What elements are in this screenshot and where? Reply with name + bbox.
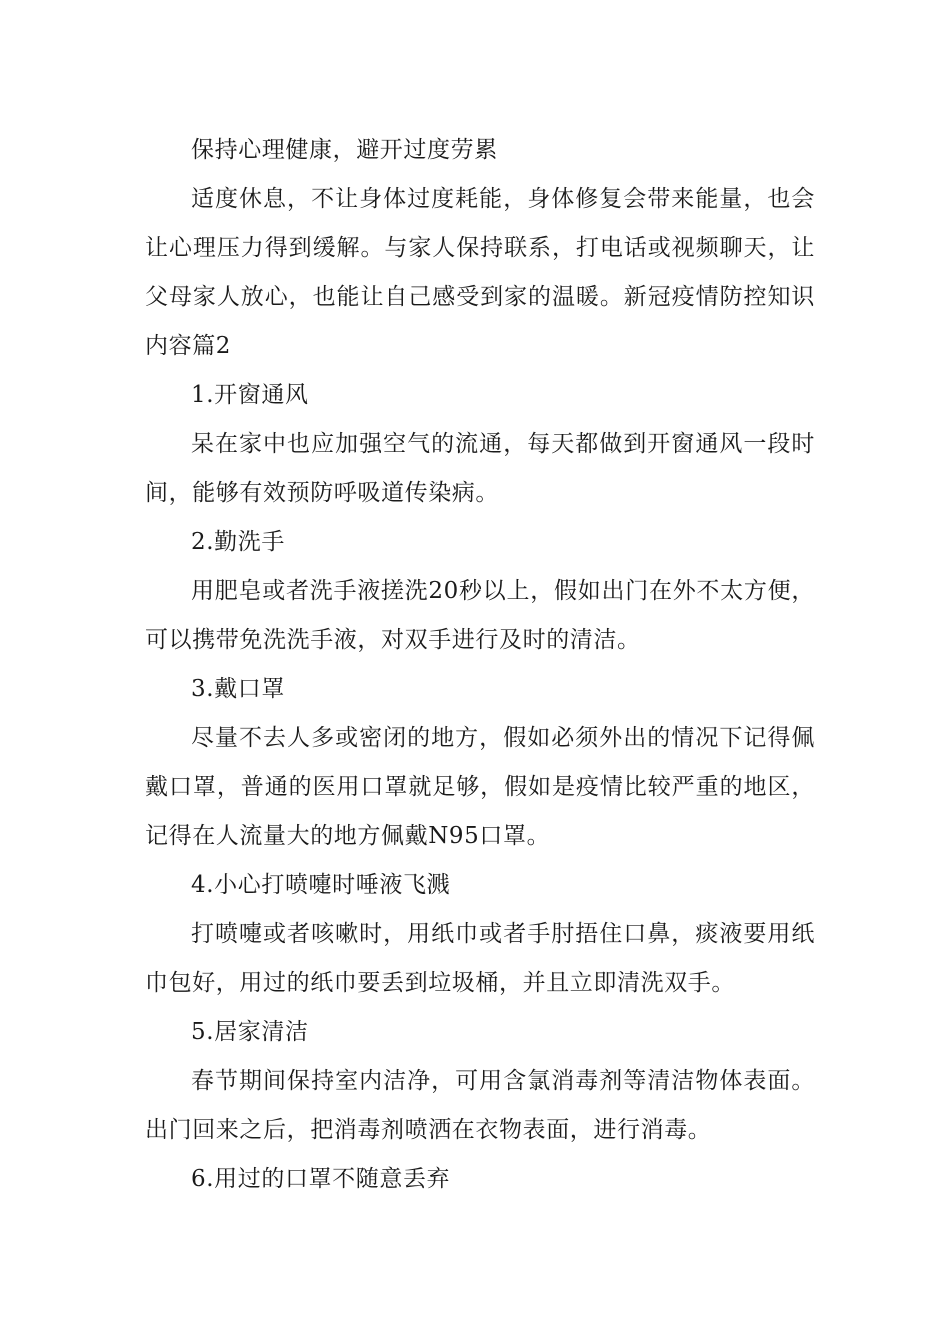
paragraph-ventilation: 呆在家中也应加强空气的流通，每天都做到开窗通风一段时间，能够有效预防呼吸道传染病。 [145,431,815,506]
section-heading-mental-health: 保持心理健康，避开过度劳累 [191,137,498,163]
section-heading-mask: 3.戴口罩 [191,676,285,702]
section-heading-cleaning: 5.居家清洁 [191,1019,309,1045]
paragraph-handwashing: 用肥皂或者洗手液搓洗20秒以上，假如出门在外不太方便，可以携带免洗洗手液，对双手进行及时的清洁。 [145,578,815,653]
section-heading-handwashing: 2.勤洗手 [191,529,285,555]
paragraph-rest: 适度休息，不让身体过度耗能，身体修复会带来能量，也会让心理压力得到缓解。与家人保持联系，打电话或视频聊天，让父母家人放心，也能让自己感受到家的温暖。新冠疫情防控知识内容篇2 [145,186,815,359]
section-heading-used-masks: 6.用过的口罩不随意丢弃 [191,1166,451,1192]
paragraph-cleaning: 春节期间保持室内洁净，可用含氯消毒剂等清洁物体表面。出门回来之后，把消毒剂喷洒在衣物表面，进行消毒。 [145,1068,815,1143]
paragraph-sneeze: 打喷嚏或者咳嗽时，用纸巾或者手肘捂住口鼻，痰液要用纸巾包好，用过的纸巾要丢到垃圾桶，并且立即清洗双手。 [145,921,815,996]
section-heading-sneeze: 4.小心打喷嚏时唾液飞溅 [191,872,451,898]
paragraph-mask: 尽量不去人多或密闭的地方，假如必须外出的情况下记得佩戴口罩，普通的医用口罩就足够，假如是疫情比较严重的地区，记得在人流量大的地方佩戴N95口罩。 [145,725,815,849]
section-heading-ventilation: 1.开窗通风 [191,382,309,408]
document-body [145,126,815,1204]
